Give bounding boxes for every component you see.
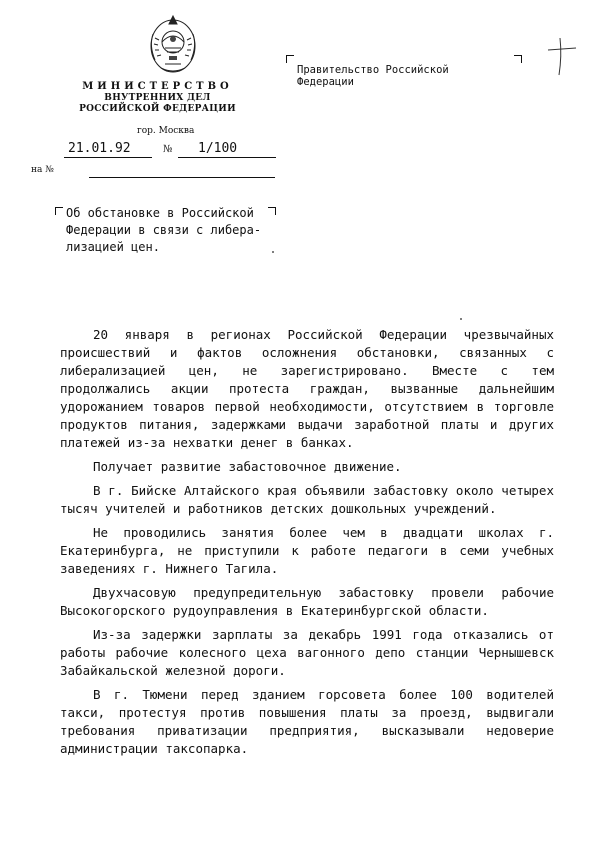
scan-speck bbox=[460, 318, 462, 320]
handwritten-mark-icon bbox=[540, 36, 580, 76]
ministry-header bbox=[55, 80, 260, 115]
body-paragraph: В г. Тюмени перед зданием горсовета более 100 водителей такси, протестуя против повышения платы за проезд, выдвигали требования приватизации предприятия, высказывали недоверие администрации таксопарка. bbox=[60, 687, 554, 756]
subject-line-1: Об обстановке в Российской bbox=[66, 206, 254, 220]
reference-row bbox=[31, 165, 276, 179]
addressee-bracket-left bbox=[286, 55, 294, 63]
body-paragraph: В г. Бийске Алтайского края объявили забастовку около четырех тысяч учителей и работников детских дошкольных учреждений. bbox=[60, 483, 554, 516]
addressee-line-2: Федерации bbox=[297, 76, 354, 88]
date-number-row bbox=[64, 141, 276, 159]
document-body bbox=[60, 326, 554, 764]
subject-block bbox=[66, 205, 286, 256]
subject-bracket-left bbox=[55, 207, 63, 215]
body-paragraph: Не проводились занятия более чем в двадцати школах г. Екатеринбурга, не приступили к работе педагоги в семи учебных заведениях г. Нижнего Тагила. bbox=[60, 525, 554, 576]
document-date: 21.01.92 bbox=[64, 141, 152, 158]
body-paragraph: Из-за задержки зарплаты за декабрь 1991 года отказались от работы рабочие колесного цеха вагонного депо станции Чернышевск Забайкальской железной дороги. bbox=[60, 627, 554, 678]
subject-line-3: лизацией цен. bbox=[66, 240, 160, 254]
body-paragraph: 20 января в регионах Российской Федерации чрезвычайных происшествий и фактов осложнения обстановки, связанных с либерализацией цен, не зарегистрировано. Вместе с тем продолжались акции протеста граждан, вызванные дальнейшим удорожанием товаров первой необходимости, отсутствием в торговле продуктов питания, задержками выдачи заработной платы и других платежей из-за нехватки денег в банках. bbox=[60, 327, 554, 450]
addressee-line-1: Правительство Российской bbox=[297, 64, 449, 76]
scan-speck bbox=[272, 251, 274, 253]
addressee-bracket-right bbox=[514, 55, 522, 63]
reference-label: на № bbox=[31, 165, 54, 175]
ministry-name-line-2: ВНУТРЕННИХ ДЕЛ bbox=[104, 93, 211, 103]
reference-blank-line bbox=[89, 177, 275, 178]
body-paragraph: Получает развитие забастовочное движение. bbox=[93, 459, 402, 474]
subject-line-2: Федерации в связи с либера- bbox=[66, 223, 262, 237]
ministry-name-line-1: МИНИСТЕРСТВО bbox=[82, 81, 233, 92]
body-paragraph: Двухчасовую предупредительную забастовку провели рабочие Высокогорского рудоуправления в Екатеринбургской области. bbox=[60, 585, 554, 618]
document-number: 1/100 bbox=[178, 141, 276, 158]
addressee-block bbox=[297, 64, 517, 88]
city-label: гор. Москва bbox=[137, 126, 195, 136]
number-label: № bbox=[163, 144, 173, 155]
state-emblem-icon bbox=[145, 12, 201, 78]
ministry-name-line-3: РОССИЙСКОЙ ФЕДЕРАЦИИ bbox=[79, 104, 236, 114]
